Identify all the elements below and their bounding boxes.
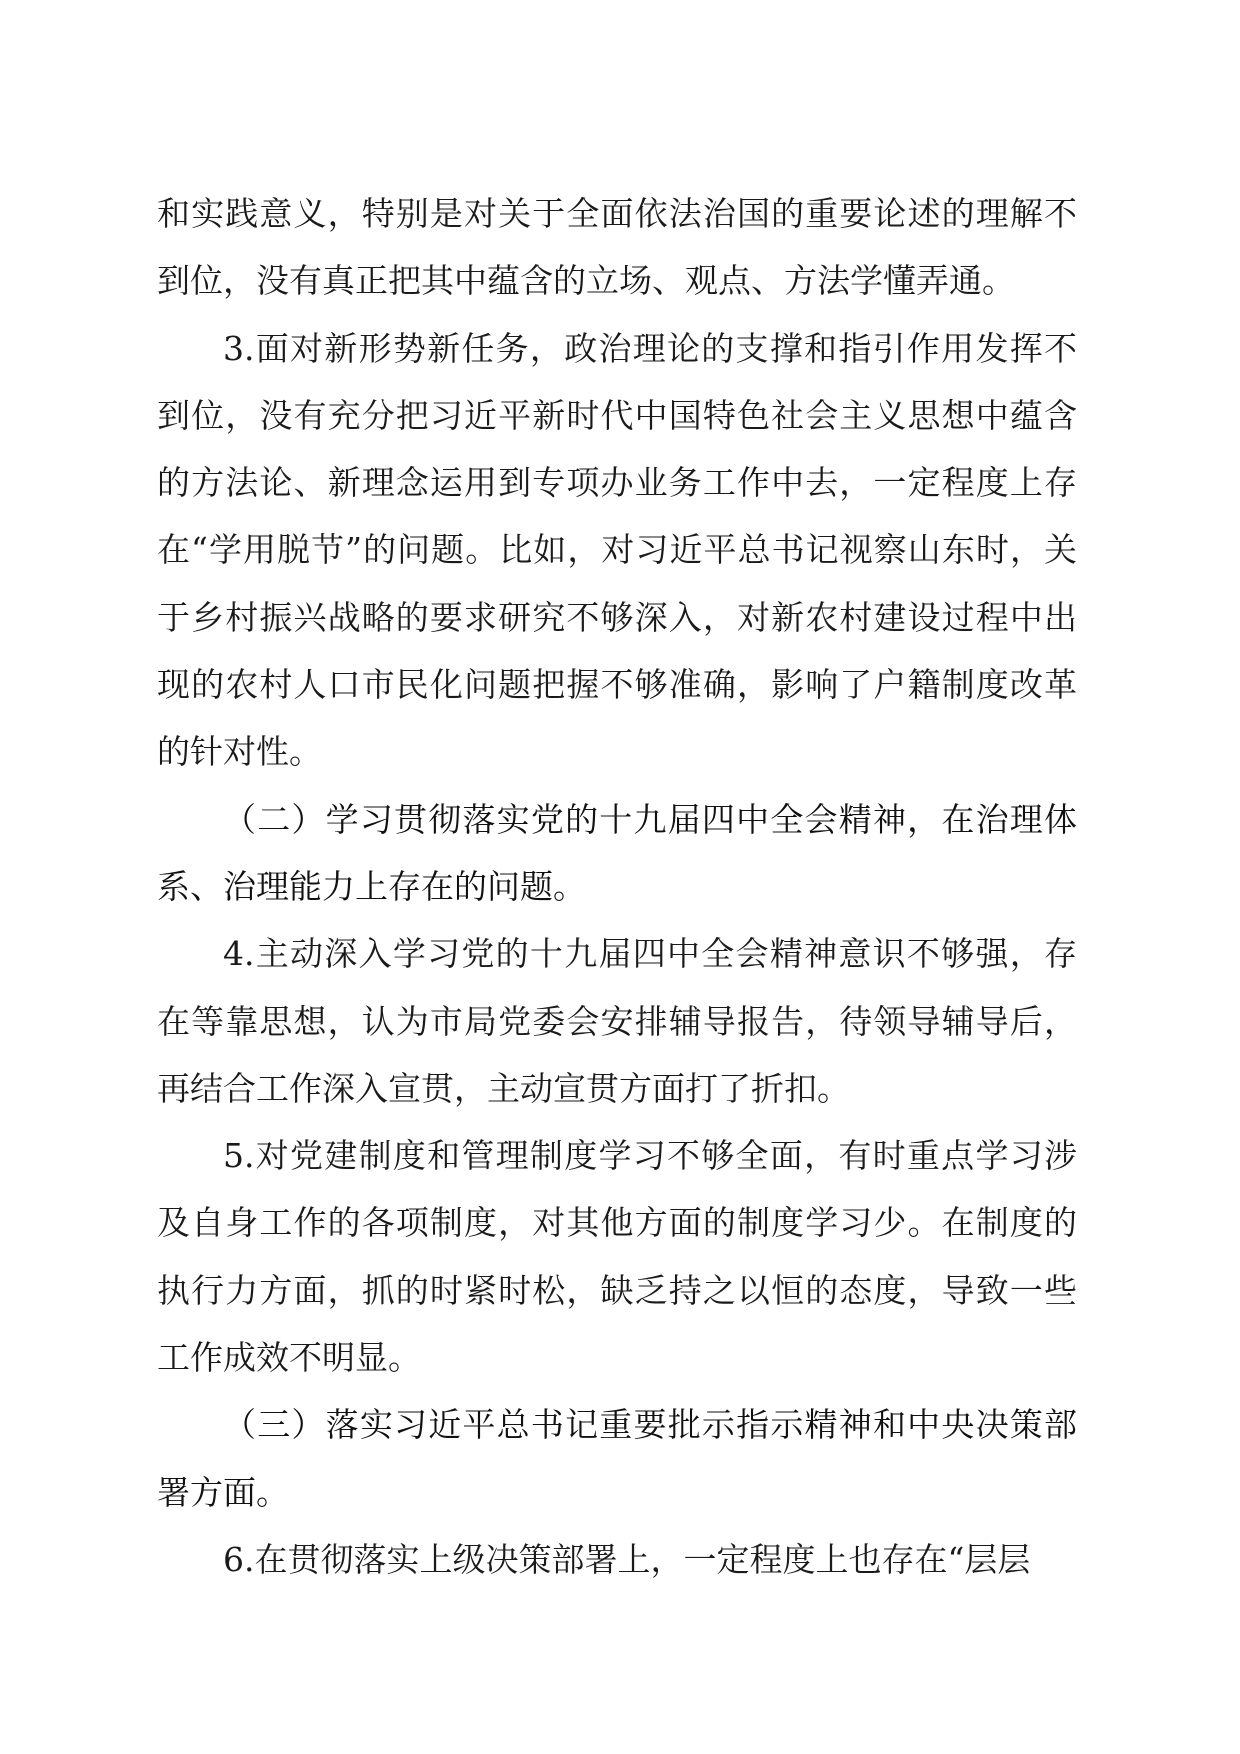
section-heading-3: （三）落实习近平总书记重要批示指示精神和中央决策部署方面。 [157,1405,1077,1512]
document-body [157,180,1077,1593]
paragraph-continuation: 和实践意义，特别是对关于全面依法治国的重要论述的理解不到位，没有真正把其中蕴含的立场、观点、方法学懂弄通。 [157,194,1077,301]
paragraph-item-4: 4.主动深入学习党的十九届四中全会精神意识不够强，存在等靠思想，认为市局党委会安排辅导报告，待领导辅导后，再结合工作深入宣贯，主动宣贯方面打了折扣。 [157,934,1077,1108]
paragraph-item-6: 6.在贯彻落实上级决策部署上，一定程度上也存在“层层 [223,1539,1031,1579]
paragraph-item-3: 3.面对新形势新任务，政治理论的支撑和指引作用发挥不到位，没有充分把习近平新时代中国特色社会主义思想中蕴含的方法论、新理念运用到专项办业务工作中去，一定程度上存在“学用脱节”的问题。比如，对习近平总书记视察山东时，关于乡村振兴战略的要求研究不够深入，对新农村建设过程中出现的农村人口市民化问题把握不够准确，影响了户籍制度改革的针对性。 [157,328,1077,772]
paragraph-item-5: 5.对党建制度和管理制度学习不够全面，有时重点学习涉及自身工作的各项制度，对其他方面的制度学习少。在制度的执行力方面，抓的时紧时松，缺乏持之以恒的态度，导致一些工作成效不明显。 [157,1136,1077,1378]
section-heading-2: （二）学习贯彻落实党的十九届四中全会精神，在治理体系、治理能力上存在的问题。 [157,799,1077,906]
